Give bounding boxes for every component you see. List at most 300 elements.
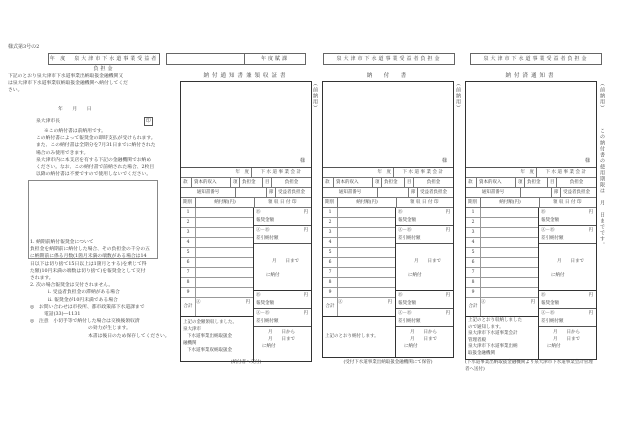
period-header: 期別 <box>466 198 481 207</box>
header-title: 年 度 泉大津市下水道事業受益者負担金 <box>49 56 159 72</box>
section1-line: た額(10円未満の端数は切り捨て)を報奨金として交付 <box>30 268 146 274</box>
account-label: 下水道事業会計 <box>402 170 445 175</box>
period-number: 8 <box>323 278 338 287</box>
amount-header: 納付額(円) <box>481 198 540 207</box>
yen-label: 円 <box>303 293 308 298</box>
mark-b: Ⓑ <box>398 293 403 298</box>
yen-label: 円 <box>530 300 535 305</box>
mark-a: Ⓐ <box>481 300 486 305</box>
yen-label: 円 <box>303 228 308 233</box>
installment-row <box>323 228 395 238</box>
amount-cell[interactable] <box>338 228 395 237</box>
period-header: 期別 <box>181 198 196 207</box>
honorific: 様 <box>584 158 590 164</box>
notification-note-line: 取扱金融機関 <box>468 350 495 356</box>
header-city-label-2: 泉大津市下水道事業受益者負担金 <box>336 56 442 62</box>
period-number: 4 <box>323 238 338 247</box>
period-number: 9 <box>181 288 196 297</box>
reward-label: 報奨金額 <box>398 301 416 306</box>
total-row <box>466 298 538 317</box>
installment-row <box>323 208 395 218</box>
installment-row <box>466 288 538 298</box>
total-label: 合計 <box>323 298 338 316</box>
notice-line: 以降の納付書は不要ですので使用しないでください。 <box>36 172 152 178</box>
amount-cell[interactable] <box>338 238 395 247</box>
period-number: 8 <box>181 278 196 287</box>
stamp-column <box>539 208 596 359</box>
period-header: 期別 <box>323 198 338 207</box>
reward-label: 報奨金額 <box>541 218 559 223</box>
notice-line: ください。なお、この納付書で前納された場合、2枚目 <box>36 165 155 171</box>
kan-label: 款 <box>181 178 192 187</box>
pay-label: に納付 <box>551 273 565 278</box>
caution-line: の効力が生じます。 <box>88 326 131 332</box>
intro-line: さい。 <box>8 88 23 94</box>
kan-value: 資本的収入 <box>192 178 231 187</box>
period-number: 4 <box>466 238 481 247</box>
installment-list <box>323 208 396 357</box>
period-number: 4 <box>181 238 196 247</box>
notification-note-line: 泉大津市下水道事業出納 <box>468 344 518 350</box>
installment-row <box>323 278 395 288</box>
period-number: 7 <box>181 268 196 277</box>
a-minus-b: Ⓐ－Ⓑ <box>256 311 270 316</box>
period-number: 3 <box>323 228 338 237</box>
amount-header: 納付額(円) <box>338 198 397 207</box>
section1-line: に納期前に係る月数(1箇月未満の端数がある場合は14 <box>30 254 147 260</box>
form-number: 様式第3号の2 <box>8 44 40 50</box>
period-number: 9 <box>323 288 338 297</box>
notice-number-label: 通知書番号 <box>323 188 378 197</box>
setsu-value: 受益者負担金 <box>278 190 305 195</box>
reward-cell <box>254 208 311 226</box>
installment-row <box>466 218 538 228</box>
notice-line: 場合のみ使用できます。 <box>36 150 89 156</box>
period-range-cell <box>396 327 453 353</box>
kou-value: 負担金 <box>382 178 405 187</box>
section1-title: 1. 納期前納付報奨金について <box>30 240 94 245</box>
fiscal-year-label: 年 度 <box>181 168 252 177</box>
installment-grid <box>181 208 311 361</box>
amount-cell[interactable] <box>481 288 538 297</box>
payment-note-line: 上記のとおり納付します。 <box>325 334 379 339</box>
amount-cell[interactable] <box>481 208 538 217</box>
notice-number-label: 通知書番号 <box>181 188 236 197</box>
installment-row <box>323 238 395 248</box>
section2-title: 2. 次の場合報奨金は交付されません。 <box>30 283 114 289</box>
period-number: 6 <box>466 258 481 267</box>
amount-cell[interactable] <box>481 268 538 277</box>
header-city-box-2 <box>323 53 455 65</box>
amount-cell[interactable] <box>196 288 253 297</box>
yen-label: 円 <box>445 311 450 316</box>
header-city-label-3: 泉大津市下水道事業受益者負担金 <box>483 56 589 62</box>
installment-grid <box>323 208 453 357</box>
installment-row <box>323 218 395 228</box>
installment-list <box>181 208 254 361</box>
installment-row <box>466 228 538 238</box>
intro-text <box>8 73 128 95</box>
category-row <box>466 178 596 188</box>
period-number: 2 <box>466 218 481 227</box>
installment-row <box>181 238 253 248</box>
net-amount-label: 差引納付額 <box>256 236 279 241</box>
reward-label: 報奨金額 <box>256 218 274 223</box>
intro-line: 下記のとおり泉大津市下水道事業出納取扱金融機関又 <box>8 74 124 79</box>
installment-row <box>181 218 253 228</box>
installment-row <box>466 258 538 268</box>
period-number: 1 <box>466 208 481 217</box>
rules-text <box>30 239 170 340</box>
yen-label: 円 <box>387 300 392 305</box>
honorific: 様 <box>299 158 305 164</box>
notice-number-value <box>521 188 552 197</box>
pay-label: に納付 <box>408 273 422 278</box>
installment-row <box>181 268 253 278</box>
notice-number-label: 通知書番号 <box>466 188 521 197</box>
category-row <box>181 178 311 188</box>
installment-row <box>466 238 538 248</box>
kou-value: 負担金 <box>525 178 548 187</box>
header-title-box <box>48 53 160 72</box>
net-amount-label: 差引納付額 <box>541 236 564 241</box>
period-number: 7 <box>323 268 338 277</box>
pay-label: に納付 <box>262 344 276 349</box>
total-label: 合計 <box>181 298 196 316</box>
amount-cell[interactable] <box>338 258 395 267</box>
receipt-panel-3 <box>465 81 597 360</box>
yen-label: 円 <box>445 293 450 298</box>
installment-row <box>323 288 395 298</box>
receipt-panel-2 <box>322 81 454 358</box>
until-label: 月 日まで <box>557 259 584 264</box>
payment-note <box>323 317 395 357</box>
a-minus-b: Ⓐ－Ⓑ <box>398 228 412 233</box>
fiscal-year-label: 年 度 <box>466 168 537 177</box>
net-amount-cell-2 <box>254 309 311 327</box>
pay-label: に納付 <box>266 273 280 278</box>
amount-cell[interactable] <box>338 208 395 217</box>
kan-label: 款 <box>466 178 477 187</box>
period-number: 7 <box>466 268 481 277</box>
net-amount-cell <box>396 226 453 244</box>
panel-title-1: 納付通知書兼領収証書 <box>203 73 289 79</box>
addressee-area <box>181 82 311 168</box>
period-number: 2 <box>323 218 338 227</box>
yen-label: 円 <box>588 228 593 233</box>
receipt-note-line: 下水道事業収納取扱金 <box>187 348 232 353</box>
total-row <box>323 298 395 317</box>
due-date-cell <box>539 244 596 291</box>
fiscal-year-label: 年 度 <box>323 168 394 177</box>
amount-cell[interactable] <box>338 288 395 297</box>
pay-label: に納付 <box>404 344 418 349</box>
reward-cell-2 <box>396 291 453 309</box>
moku-label: 目 <box>405 178 414 187</box>
notice-number-value <box>378 188 409 197</box>
amount-cell[interactable] <box>481 258 538 267</box>
installment-row <box>466 268 538 278</box>
installment-row <box>323 248 395 258</box>
reward-cell-2 <box>254 291 311 309</box>
reward-label: 報奨金額 <box>541 301 559 306</box>
section2-line: ii. 報奨金が10円未満である場合 <box>48 297 118 303</box>
moku-value: 負担金 <box>426 180 441 185</box>
from-label: 月 日から <box>268 330 295 335</box>
amount-cell[interactable] <box>196 228 253 237</box>
reward-label: 報奨金額 <box>256 301 274 306</box>
notice-line: 泉大津市内に本支店を有する下記の金融機関でお納め <box>36 157 152 163</box>
amount-cell[interactable] <box>338 218 395 227</box>
reward-cell-2 <box>539 291 596 309</box>
net-amount-cell-2 <box>539 309 596 327</box>
amount-cell[interactable] <box>196 268 253 277</box>
notification-note-line: 管理者殿 <box>468 337 486 343</box>
section2-line: i. 受益者負担金の滞納がある場合 <box>48 290 120 296</box>
period-number: 1 <box>181 208 196 217</box>
net-amount-label: 差引納付額 <box>541 319 564 324</box>
moku-value: 負担金 <box>569 180 584 185</box>
period-number: 9 <box>466 288 481 297</box>
addressee-area <box>323 82 453 168</box>
net-amount-cell <box>254 226 311 244</box>
from-label: 月 日から <box>553 330 580 335</box>
setsu-value: 受益者負担金 <box>420 190 447 195</box>
mark-b: Ⓑ <box>256 210 261 215</box>
yen-label: 円 <box>588 311 593 316</box>
period-number: 5 <box>466 248 481 257</box>
stamp-column <box>396 208 453 357</box>
phone-line: 電話(33)―1131 <box>44 312 81 318</box>
notice-line: また、この納付書は全期分を7月31日までに納付された <box>36 143 156 149</box>
receipt-note-line: 融機関 <box>183 341 197 346</box>
date-line: 年 月 日 <box>58 107 92 112</box>
kan-value: 資本的収入 <box>477 178 516 187</box>
receipt-note <box>181 317 253 361</box>
section1-line: 負担金を納期前に納付した場合、その負担金の千分の五 <box>30 247 150 253</box>
net-amount-label: 差引納付額 <box>256 319 279 324</box>
installment-row <box>181 228 253 238</box>
kan-value: 資本的収入 <box>334 178 373 187</box>
amount-cell[interactable] <box>196 238 253 247</box>
header-year-label: 年度賦課 <box>260 56 289 62</box>
column-header-row <box>181 198 311 208</box>
caution-line: 本書は後日のため保存してください。 <box>88 333 170 339</box>
total-amount[interactable] <box>338 298 395 316</box>
period-number: 2 <box>181 218 196 227</box>
panel-footer-2: (受付下水道事業出納取扱金融機関にて保管) <box>343 360 433 365</box>
mark-a: Ⓐ <box>196 300 201 305</box>
amount-cell[interactable] <box>481 228 538 237</box>
panel-title-3: 納付済通知書 <box>505 73 557 79</box>
installment-row <box>323 268 395 278</box>
amount-cell[interactable] <box>481 218 538 227</box>
a-minus-b: Ⓐ－Ⓑ <box>541 228 555 233</box>
installment-row <box>323 258 395 268</box>
installment-row <box>181 278 253 288</box>
period-number: 6 <box>323 258 338 267</box>
receipt-panel-1 <box>180 81 312 362</box>
period-number: 8 <box>466 278 481 287</box>
net-amount-label: 差引納付額 <box>398 236 421 241</box>
mark-a: Ⓐ <box>338 300 343 305</box>
header-city-box-3 <box>470 53 602 65</box>
honorific: 様 <box>441 158 447 164</box>
until-label: 月 日まで <box>414 259 441 264</box>
installment-row <box>181 288 253 298</box>
yen-label: 円 <box>445 210 450 215</box>
section1-line: されます。 <box>30 276 54 282</box>
total-label: 合計 <box>466 298 481 316</box>
notice-text <box>36 128 156 178</box>
kou-label: 項 <box>373 178 382 187</box>
account-row <box>181 168 311 178</box>
notification-note <box>466 317 538 359</box>
installment-row <box>181 208 253 218</box>
moku-label: 目 <box>263 178 272 187</box>
panel-footer-3: (下水道事業出納取扱金融機関より泉大津市下水道事業会計管理者へ送付) <box>465 360 593 372</box>
account-row <box>466 168 596 178</box>
amount-cell[interactable] <box>196 258 253 267</box>
caution-line: ◎ 注意 小切手等で納付した場合は交換後領収済 <box>30 319 140 325</box>
yen-label: 円 <box>303 311 308 316</box>
account-label: 下水道事業会計 <box>545 170 588 175</box>
seal-mark: 印 <box>146 119 151 124</box>
notice-line: この納付書によって報奨金の即時支払が受けられます。 <box>36 136 156 142</box>
a-minus-b: Ⓐ－Ⓑ <box>398 311 412 316</box>
setsu-label: 節 <box>409 188 418 197</box>
receipt-note-line: 上記の金額領収しました。 <box>183 320 237 325</box>
section1-line: 日以下は切り捨て15日以上は1箇月とする)を乗じて得 <box>30 261 147 267</box>
kou-label: 項 <box>516 178 525 187</box>
stamp-column <box>254 208 311 361</box>
total-row <box>181 298 253 317</box>
kou-value: 負担金 <box>240 178 263 187</box>
due-date-cell <box>396 244 453 291</box>
installment-row <box>466 248 538 258</box>
installment-row <box>466 208 538 218</box>
zennou-label-3: (前納用) <box>599 84 605 108</box>
notification-note-line: 泉大津市下水道事業会計 <box>468 331 518 337</box>
amount-cell[interactable] <box>196 208 253 217</box>
total-amount[interactable] <box>481 298 538 316</box>
installment-row <box>181 248 253 258</box>
zennou-label-1: (前納用) <box>312 84 318 108</box>
yen-label: 円 <box>245 300 250 305</box>
amount-cell[interactable] <box>196 248 253 257</box>
account-label: 下水道事業会計 <box>260 170 303 175</box>
until-label: 月 日まで <box>268 337 295 342</box>
mayor-name: 泉大津市長 <box>36 119 60 124</box>
panel-title-2: 納 付 書 <box>366 73 410 79</box>
receipt-note-line: 泉大津市 <box>183 327 201 332</box>
kan-label: 款 <box>323 178 334 187</box>
amount-cell[interactable] <box>338 268 395 277</box>
net-amount-cell-2 <box>396 309 453 327</box>
installment-row <box>181 258 253 268</box>
until-label: 月 日まで <box>272 259 299 264</box>
period-range-cell <box>539 327 596 353</box>
notification-note-line: 上記のとおり収納しました <box>468 318 522 323</box>
period-number: 5 <box>181 248 196 257</box>
mark-b: Ⓑ <box>398 210 403 215</box>
net-amount-label: 差引納付額 <box>398 319 421 324</box>
amount-cell[interactable] <box>196 218 253 227</box>
reward-cell <box>396 208 453 226</box>
yen-label: 円 <box>588 293 593 298</box>
intro-line: は泉大津市下水道事業収納取扱金融機関へ納付してくだ <box>8 81 128 87</box>
installment-grid <box>466 208 596 359</box>
setsu-label: 節 <box>267 188 276 197</box>
validity-label: この納付書の使用期限は 月 日までです。 <box>599 128 605 248</box>
a-minus-b: Ⓐ－Ⓑ <box>541 311 555 316</box>
installment-list <box>466 208 539 359</box>
notice-number-row <box>466 188 596 198</box>
net-amount-cell <box>539 226 596 244</box>
amount-cell[interactable] <box>338 278 395 287</box>
from-label: 月 日から <box>410 330 437 335</box>
due-date-cell <box>254 244 311 291</box>
mark-b: Ⓑ <box>541 210 546 215</box>
reward-cell <box>539 208 596 226</box>
notice-number-row <box>181 188 311 198</box>
zennou-label-2: (前納用) <box>455 84 461 108</box>
receipt-stamp-header: 領収日付印 <box>268 200 298 205</box>
receipt-stamp-header: 領収日付印 <box>553 200 583 205</box>
period-number: 3 <box>181 228 196 237</box>
period-number: 1 <box>323 208 338 217</box>
notice-line: ※この納付書は前納用です。 <box>44 129 106 134</box>
amount-cell[interactable] <box>196 278 253 287</box>
amount-cell[interactable] <box>481 248 538 257</box>
account-row <box>323 168 453 178</box>
yen-label: 円 <box>303 210 308 215</box>
moku-label: 目 <box>548 178 557 187</box>
amount-cell[interactable] <box>481 278 538 287</box>
yen-label: 円 <box>588 210 593 215</box>
period-number: 3 <box>466 228 481 237</box>
moku-value: 負担金 <box>284 180 299 185</box>
panel-footer-1: (納付者へ交付) <box>230 360 262 365</box>
amount-cell[interactable] <box>481 238 538 247</box>
kou-label: 項 <box>231 178 240 187</box>
column-header-row <box>466 198 596 208</box>
pay-label: に納付 <box>547 344 561 349</box>
a-minus-b: Ⓐ－Ⓑ <box>256 228 270 233</box>
amount-cell[interactable] <box>338 248 395 257</box>
reward-label: 報奨金額 <box>398 218 416 223</box>
mark-b: Ⓑ <box>541 293 546 298</box>
until-label: 月 日まで <box>553 337 580 342</box>
period-range-cell <box>254 327 311 353</box>
total-amount[interactable] <box>196 298 253 316</box>
setsu-label: 節 <box>552 188 561 197</box>
column-header-row <box>323 198 453 208</box>
header-year-box <box>244 53 306 65</box>
notice-number-row <box>323 188 453 198</box>
period-number: 6 <box>181 258 196 267</box>
receipt-stamp-header: 領収日付印 <box>410 200 440 205</box>
amount-header: 納付額(円) <box>196 198 255 207</box>
setsu-value: 受益者負担金 <box>563 190 590 195</box>
until-label: 月 日まで <box>410 337 437 342</box>
notice-number-value <box>236 188 267 197</box>
addressee-area <box>466 82 596 168</box>
notification-note-line: ので通知します。 <box>468 324 504 330</box>
mark-b: Ⓑ <box>256 293 261 298</box>
period-number: 5 <box>323 248 338 257</box>
yen-label: 円 <box>445 228 450 233</box>
